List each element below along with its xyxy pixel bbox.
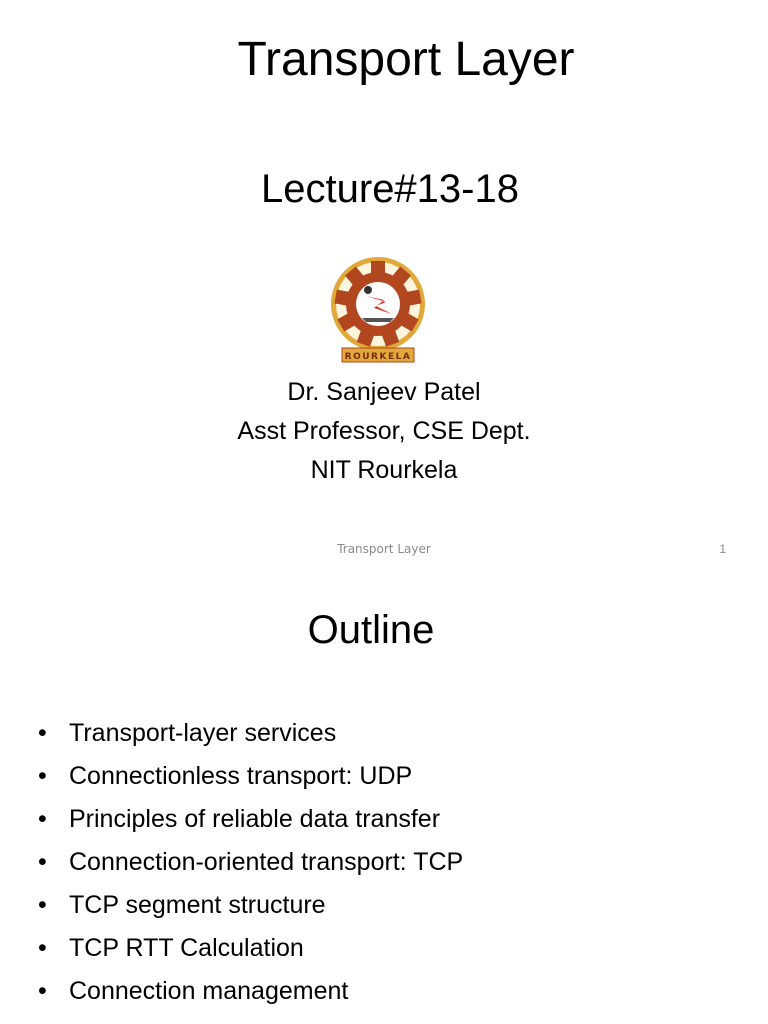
bullet-icon: • [38, 934, 47, 962]
list-item-text: TCP segment structure [69, 891, 326, 919]
lecture-subtitle: Lecture#13-18 [261, 167, 519, 211]
author-institution: NIT Rourkela [310, 456, 458, 484]
list-item-text: TCP RTT Calculation [69, 934, 304, 962]
author-name: Dr. Sanjeev Patel [287, 378, 481, 406]
slide-footer-label: Transport Layer [337, 542, 431, 556]
outline-list [38, 712, 463, 1013]
bullet-icon: • [38, 719, 47, 747]
bullet-icon: • [38, 805, 47, 833]
bullet-icon: • [38, 848, 47, 876]
bullet-icon: • [38, 891, 47, 919]
list-item [38, 927, 463, 970]
list-item [38, 884, 463, 927]
list-item [38, 798, 463, 841]
bullet-icon: • [38, 762, 47, 790]
slide-title: Transport Layer [237, 33, 575, 86]
slide-2 [0, 578, 768, 1024]
list-item-text: Connection-oriented transport: TCP [69, 848, 464, 876]
author-block [0, 373, 768, 490]
list-item-text: Connection management [69, 977, 349, 1005]
slide-page-number: 1 [719, 542, 726, 556]
nit-rourkela-logo [320, 256, 436, 366]
bullet-icon: • [38, 977, 47, 1005]
list-item [38, 841, 463, 884]
list-item [38, 712, 463, 755]
outline-title: Outline [307, 608, 435, 652]
list-item-text: Transport-layer services [69, 719, 337, 747]
list-item-text: Principles of reliable data transfer [69, 805, 441, 833]
logo-banner-text: ROURKELA [344, 352, 412, 362]
gear-icon [331, 257, 425, 351]
list-item [38, 755, 463, 798]
list-item [38, 970, 463, 1013]
author-position: Asst Professor, CSE Dept. [237, 417, 531, 445]
list-item-text: Connectionless transport: UDP [69, 762, 413, 790]
